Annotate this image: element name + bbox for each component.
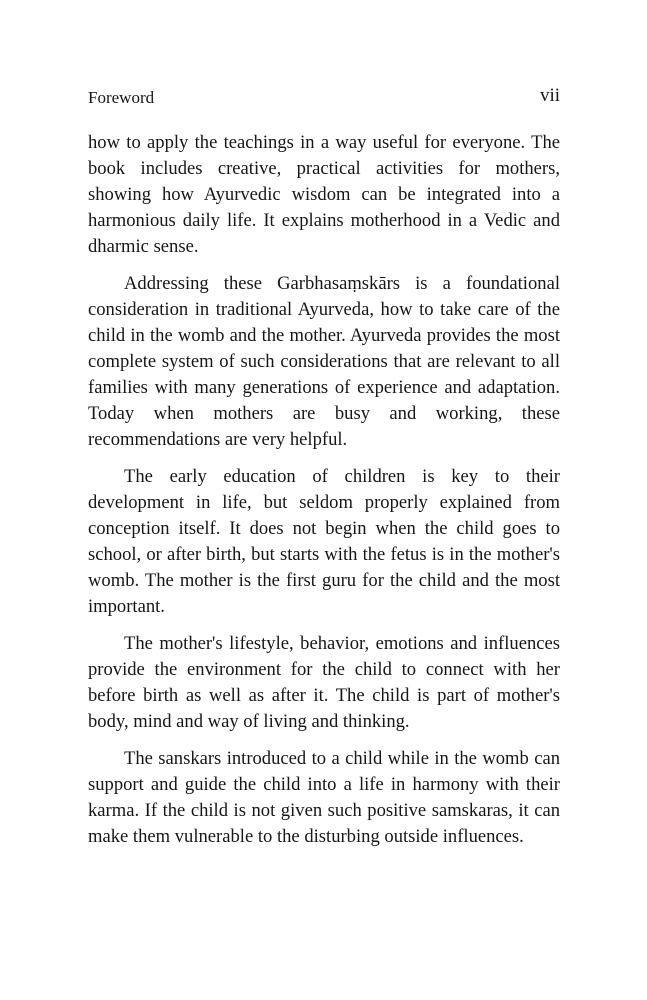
- body-text: [88, 130, 560, 850]
- paragraph: The sanskars introduced to a child while in the womb can support and guide the child into a life in harmony with their karma. If the child is not given such positive samskaras, it can make them vulnerable to the disturbing outside influences.: [88, 748, 560, 847]
- paragraph-continued: how to apply the teachings in a way useful for everyone. The book includes creative, practical activities for mothers, showing how Ayurvedic wisdom can be integrated into a harmonious daily life. It explains motherhood in a Vedic and dharmic sense.: [88, 132, 560, 257]
- running-header: [88, 86, 560, 110]
- section-title: Foreword: [88, 88, 155, 107]
- book-page: [88, 0, 560, 1000]
- paragraph: Addressing these Garbhasaṃskārs is a foundational consideration in traditional Ayurveda, how to take care of the child in the womb and the mother. Ayurveda provides the most complete system of such considerations that are relevant to all families with many generations of experience and adaptation. Today when mothers are busy and working, these recommendations are very helpful.: [88, 273, 560, 450]
- paragraph: The early education of children is key to their development in life, but seldom properly explained from conception itself. It does not begin when the child goes to school, or after birth, but starts with the fetus is in the mother's womb. The mother is the first guru for the child and the most important.: [88, 466, 560, 617]
- page-number: vii: [539, 85, 560, 106]
- paragraph: The mother's lifestyle, behavior, emotions and influences provide the environment for the child to connect with her before birth as well as after it. The child is part of mother's body, mind and way of living and thinking.: [88, 633, 560, 732]
